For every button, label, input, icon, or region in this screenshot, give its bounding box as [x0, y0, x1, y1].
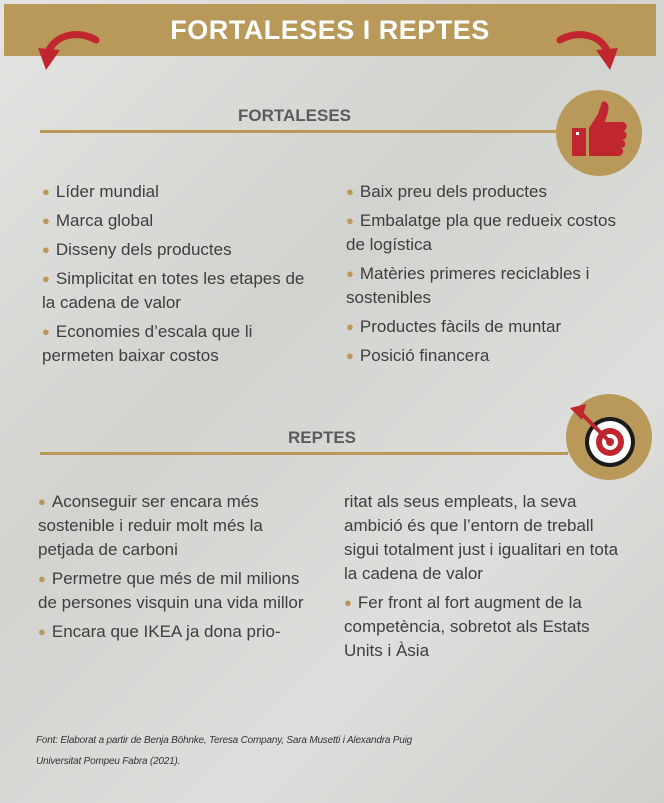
list-item: ● Fer front al fort augment de la competència, sobretot als Estats Units i Àsia	[344, 593, 590, 660]
bullet-icon: ●	[344, 595, 352, 610]
list-item: ● Posició financera	[346, 346, 490, 365]
fortaleses-heading: FORTALESES	[238, 106, 352, 125]
target-dart-icon	[566, 394, 652, 480]
thumbs-up-icon	[556, 90, 642, 176]
reptes-divider	[40, 452, 568, 455]
page-title: FORTALESES I REPTES	[170, 14, 490, 45]
bullet-icon: ●	[42, 213, 50, 228]
bullet-icon: ●	[42, 184, 50, 199]
fortaleses-right-list	[346, 180, 626, 373]
list-item: ● Líder mundial	[42, 182, 159, 201]
list-item: ● Encara que IKEA ja dona prio-	[38, 622, 281, 641]
curved-arrow-left-icon	[34, 26, 100, 74]
list-item: ● Baix preu dels productes	[346, 182, 547, 201]
bullet-icon: ●	[346, 184, 354, 199]
list-item: ● Embalatge pla que redueix costos de logística	[346, 211, 616, 254]
bullet-icon: ●	[42, 242, 50, 257]
list-item-continuation: ritat als seus empleats, la seva ambició és que l’entorn de treball sigui totalment just i igualitari en tota la cadena de valor	[344, 492, 619, 583]
bullet-icon: ●	[42, 271, 50, 286]
list-item: ● Aconseguir ser encara més sostenible i reduir molt més la petjada de carboni	[38, 492, 263, 559]
thumbs-up-badge	[556, 90, 642, 176]
list-item: ● Permetre que més de mil milions de persones visquin una vida millor	[38, 569, 304, 612]
bullet-icon: ●	[346, 319, 354, 334]
bullet-icon: ●	[42, 324, 50, 339]
reptes-heading: REPTES	[288, 428, 357, 447]
bullet-icon: ●	[38, 494, 46, 509]
source-note	[36, 730, 596, 772]
list-item: ● Simplicitat en totes les etapes de la cadena de valor	[42, 269, 305, 312]
list-item: ● Productes fàcils de muntar	[346, 317, 562, 336]
list-item: ● Marca global	[42, 211, 154, 230]
source-line-1: Font: Elaborat a partir de Benja Böhnke, Teresa Company, Sara Musetti i Alexandra Puig	[36, 735, 412, 746]
bullet-icon: ●	[346, 213, 354, 228]
reptes-left-list	[38, 490, 318, 649]
bullet-icon: ●	[38, 624, 46, 639]
fortaleses-left-list	[42, 180, 310, 373]
fortaleses-divider	[40, 130, 568, 133]
list-item: ● Economies d’escala que li permeten baixar costos	[42, 322, 253, 365]
source-line-2: Universitat Pompeu Fabra (2021).	[36, 756, 181, 767]
curved-arrow-right-icon	[556, 26, 622, 74]
bullet-icon: ●	[346, 266, 354, 281]
reptes-right-list	[344, 490, 626, 668]
bullet-icon: ●	[346, 348, 354, 363]
list-item: ● Disseny dels productes	[42, 240, 232, 259]
bullet-icon: ●	[38, 571, 46, 586]
list-item: ● Matèries primeres reciclables i sostenibles	[346, 264, 590, 307]
target-badge	[566, 394, 652, 480]
